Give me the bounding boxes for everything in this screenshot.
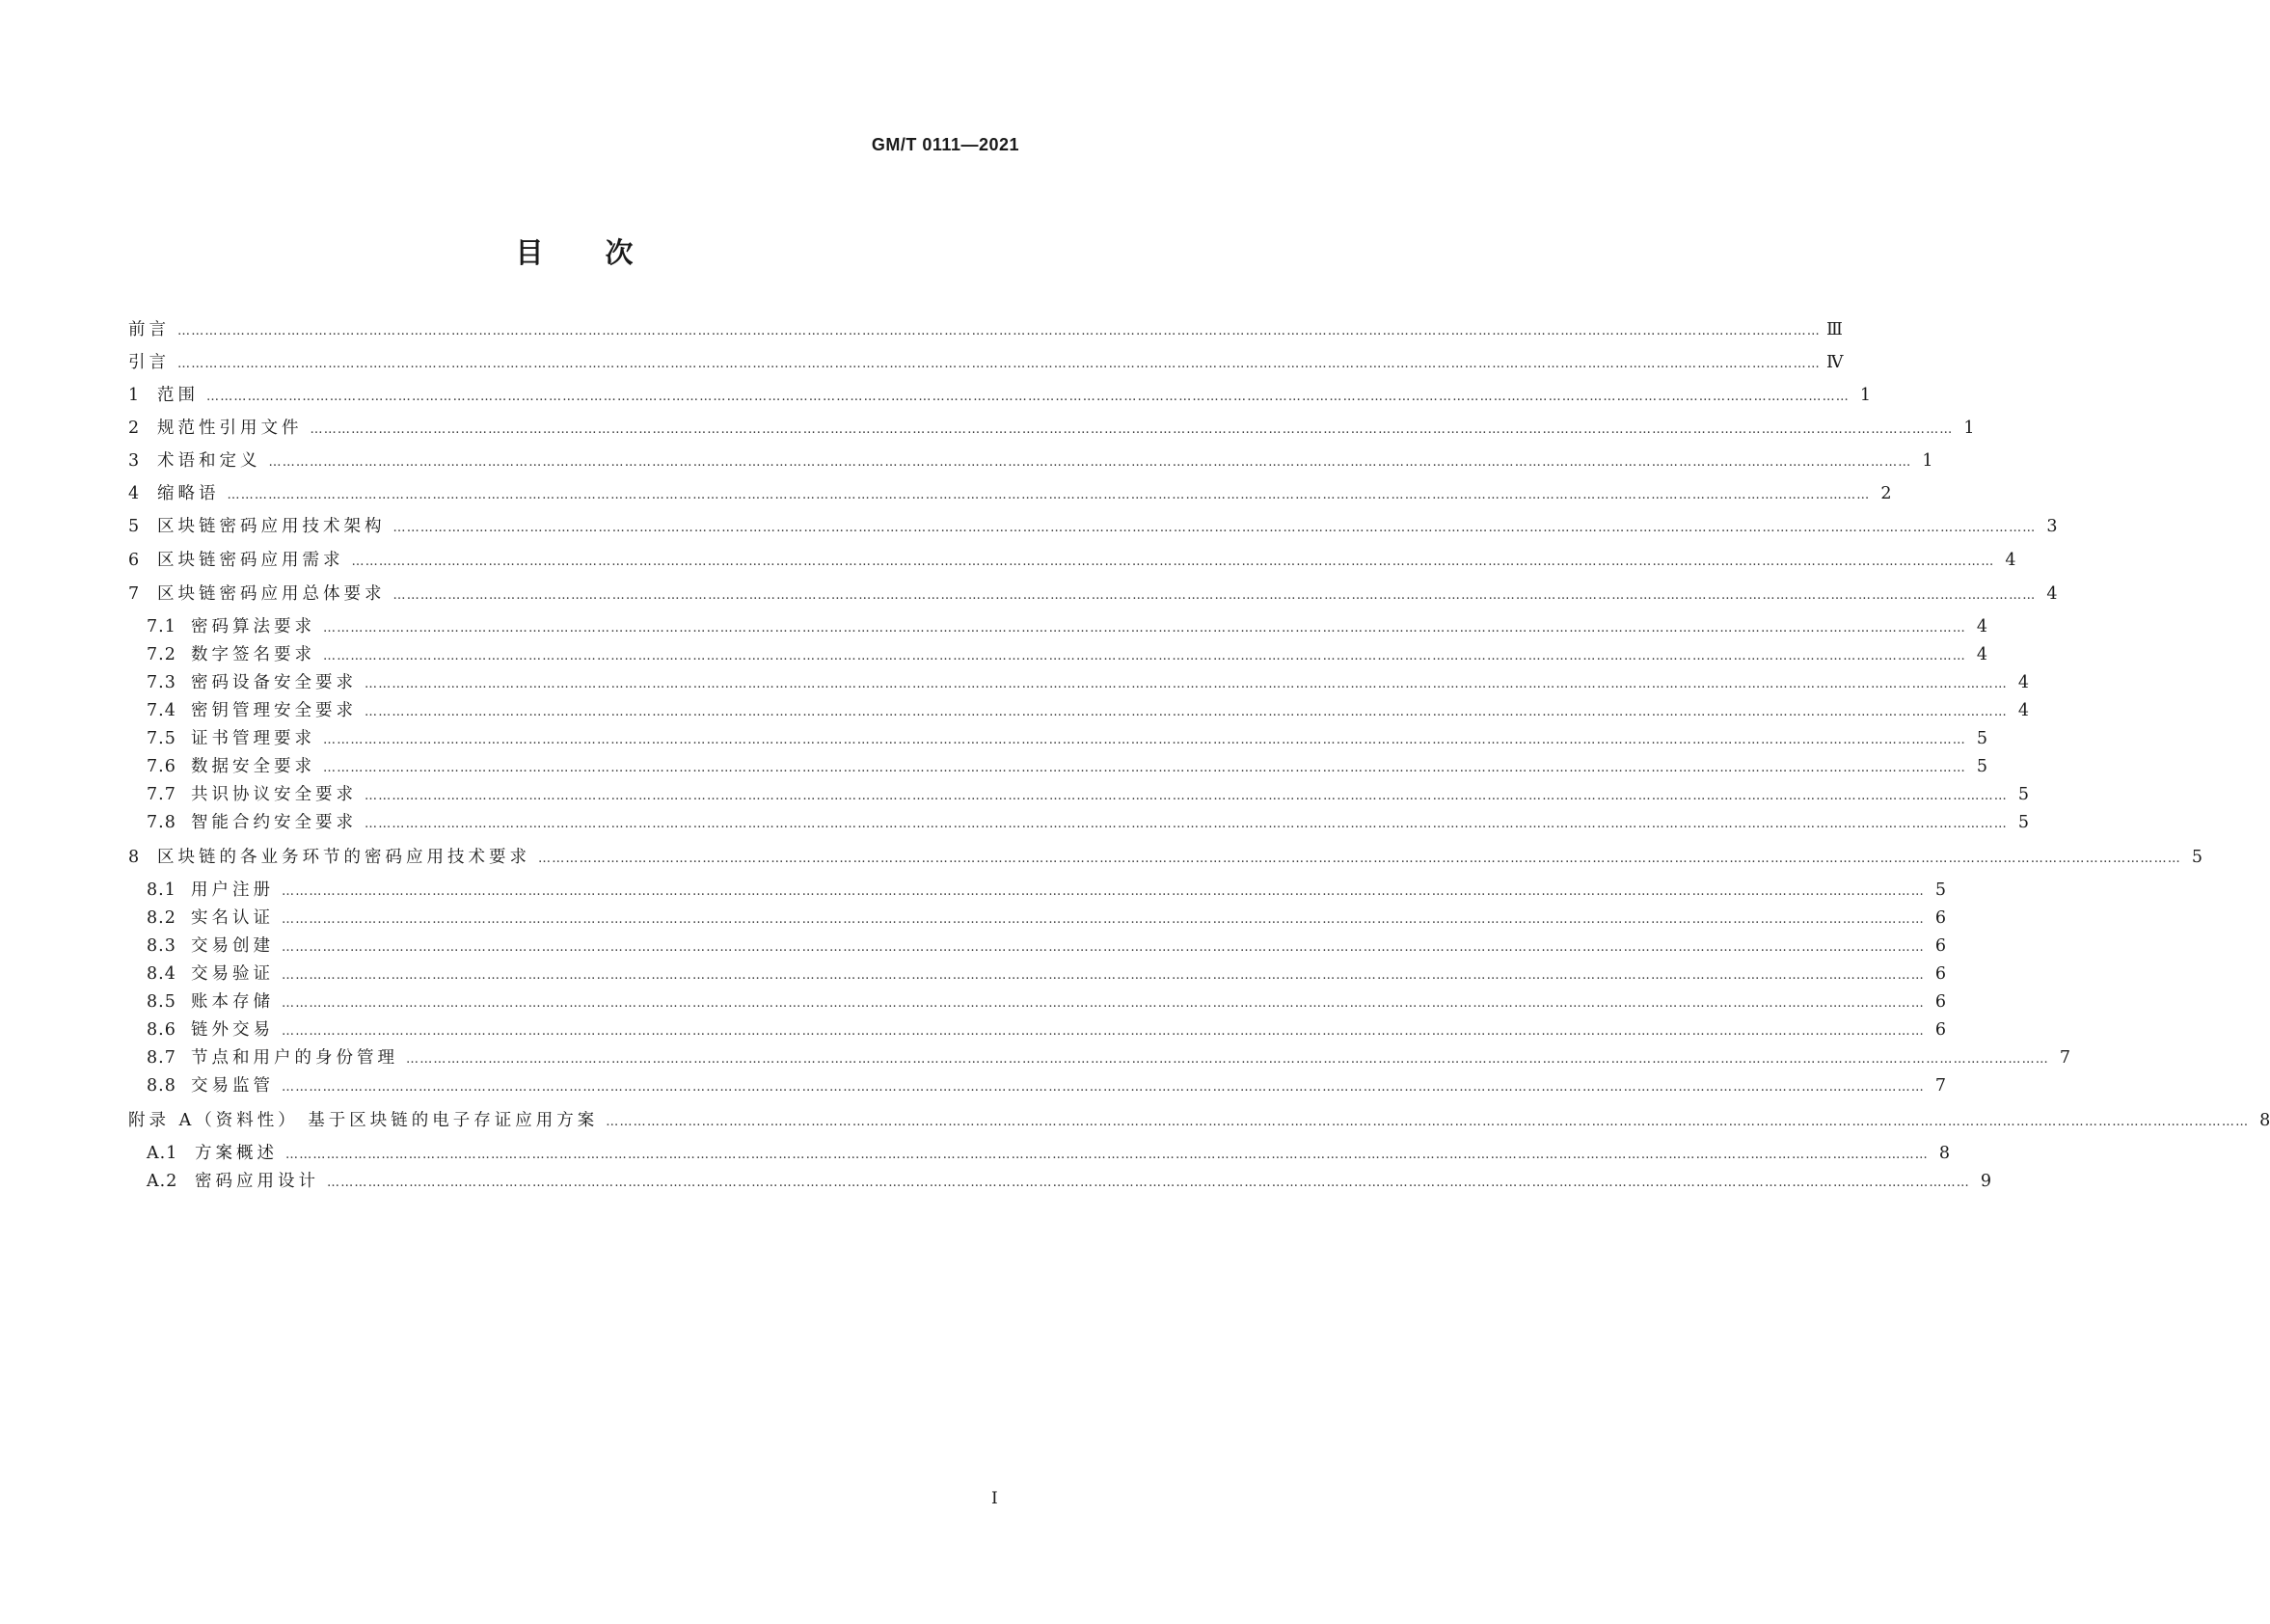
toc-entry-number: 8.2	[147, 908, 176, 928]
toc-entry-title: 缩略语	[157, 484, 220, 503]
toc-entry-page: 5	[2017, 813, 2029, 832]
toc-entry-title: 节点和用户的身份管理	[191, 1048, 398, 1068]
toc-entry-title: 密码算法要求	[191, 617, 315, 636]
toc-entry-number: 7.5	[147, 729, 176, 748]
toc-entry-leader-dots: ………………………………………………………………………………………………………………………………………………………………………………………………………………………………………………………………………………………………………………………………	[406, 1052, 2049, 1067]
toc-entry-leader-dots: ………………………………………………………………………………………………………………………………………………………………………………………………………………………………………………………………………………………………………………………………	[282, 884, 1925, 899]
toc-entry-number: 8.8	[147, 1076, 176, 1096]
toc-entry-leader-dots: ………………………………………………………………………………………………………………………………………………………………………………………………………………………………………………………………………………………………………………………………	[206, 390, 1850, 404]
toc-entry-leader-dots: ………………………………………………………………………………………………………………………………………………………………………………………………………………………………………………………………………………………………………………………………	[310, 422, 1954, 437]
toc-entry-page: 5	[1934, 880, 1946, 900]
page-title-char-2: 次	[605, 236, 634, 269]
toc-entry-title: 交易监管	[191, 1076, 274, 1096]
toc-entry-leader-dots: ………………………………………………………………………………………………………………………………………………………………………………………………………………………………………………………………………………………………………………………………	[365, 789, 2008, 803]
toc-entry-leader-dots: ………………………………………………………………………………………………………………………………………………………………………………………………………………………………………………………………………………………………………………………………	[365, 817, 2008, 831]
toc-entry-page: 1	[1922, 451, 1933, 471]
toc-entry-page: 7	[1934, 1076, 1946, 1096]
toc-entry-page: 4	[2017, 701, 2029, 720]
toc-entry[interactable]	[147, 990, 1946, 1015]
toc-entry-leader-dots: ………………………………………………………………………………………………………………………………………………………………………………………………………………………………………………………………………………………………………………………………	[285, 1148, 1929, 1162]
toc-entry[interactable]	[147, 962, 1946, 988]
toc-entry-number: 6	[128, 551, 141, 570]
toc-entry[interactable]	[147, 1142, 1950, 1167]
toc-entry[interactable]	[147, 615, 1987, 640]
toc-entry-leader-dots: ………………………………………………………………………………………………………………………………………………………………………………………………………………………………………………………………………………………………………………………………	[392, 521, 2037, 535]
toc-entry-leader-dots: ………………………………………………………………………………………………………………………………………………………………………………………………………………………………………………………………………………………………………………………………	[606, 1115, 2250, 1129]
toc-entry-number: 8.7	[147, 1048, 176, 1068]
toc-entry-number: A.1	[147, 1144, 178, 1163]
toc-entry[interactable]	[147, 934, 1946, 960]
toc-entry[interactable]	[147, 1046, 2070, 1071]
page-title	[0, 231, 1149, 271]
toc-entry-leader-dots: ………………………………………………………………………………………………………………………………………………………………………………………………………………………………………………………………………………………………………………………………	[323, 649, 1966, 663]
toc-entry-page: Ⅲ	[1826, 320, 1843, 339]
toc-entry-page: 4	[2046, 584, 2058, 604]
toc-entry-title: 证书管理要求	[191, 729, 315, 748]
toc-entry[interactable]	[128, 318, 1843, 343]
toc-entry-leader-dots: ………………………………………………………………………………………………………………………………………………………………………………………………………………………………………………………………………………………………………………………………	[323, 621, 1966, 636]
toc-entry[interactable]	[147, 907, 1946, 932]
toc-entry-number: 7.3	[147, 673, 176, 692]
toc-entry-number: 7	[128, 584, 141, 604]
toc-entry-page: 6	[1934, 992, 1946, 1012]
toc-entry-leader-dots: ………………………………………………………………………………………………………………………………………………………………………………………………………………………………………………………………………………………………………………………………	[177, 357, 1821, 371]
toc-entry-title: 账本存储	[191, 992, 274, 1012]
toc-entry-title: 区块链密码应用需求	[157, 551, 344, 570]
toc-entry-number: 7.6	[147, 757, 176, 776]
toc-entry[interactable]	[128, 549, 2016, 574]
toc-entry-page: 7	[2059, 1048, 2070, 1068]
toc-entry-number: 7.7	[147, 785, 176, 804]
toc-entry[interactable]	[147, 879, 1946, 904]
toc-entry[interactable]	[147, 643, 1987, 668]
toc-entry-number: 2	[128, 419, 141, 438]
toc-entry-number: 7.2	[147, 645, 176, 664]
toc-entry-title: 术语和定义	[157, 451, 261, 471]
toc-entry-leader-dots: ………………………………………………………………………………………………………………………………………………………………………………………………………………………………………………………………………………………………………………………………	[327, 1176, 1970, 1190]
toc-entry-page: 5	[1976, 729, 1987, 748]
toc-entry-leader-dots: ………………………………………………………………………………………………………………………………………………………………………………………………………………………………………………………………………………………………………………………………	[392, 588, 2037, 603]
toc-entry-title: 交易创建	[191, 936, 274, 956]
toc-entry-number: 7.4	[147, 701, 176, 720]
toc-entry-page: 6	[1934, 936, 1946, 956]
toc-entry-leader-dots: ………………………………………………………………………………………………………………………………………………………………………………………………………………………………………………………………………………………………………………………………	[365, 705, 2008, 719]
toc-entry-leader-dots: ………………………………………………………………………………………………………………………………………………………………………………………………………………………………………………………………………………………………………………………………	[282, 912, 1925, 927]
toc-entry-title: 实名认证	[191, 908, 274, 928]
page-number: I	[991, 1489, 998, 1508]
toc-entry-number: 8	[128, 848, 141, 867]
toc-entry-page: 6	[1934, 908, 1946, 928]
toc-entry-leader-dots: ………………………………………………………………………………………………………………………………………………………………………………………………………………………………………………………………………………………………………………………………	[282, 940, 1925, 955]
toc-entry[interactable]	[147, 671, 2029, 696]
toc-entry-page: 5	[2017, 785, 2029, 804]
toc-entry-number: 8.5	[147, 992, 176, 1012]
toc-entry[interactable]	[128, 1109, 2270, 1134]
toc-entry[interactable]	[128, 582, 2058, 608]
toc-entry[interactable]	[147, 1170, 1991, 1195]
toc-entry-page: 5	[1976, 757, 1987, 776]
toc-entry-title: 交易验证	[191, 964, 274, 984]
toc-entry-leader-dots: ………………………………………………………………………………………………………………………………………………………………………………………………………………………………………………………………………………………………………………………………	[538, 852, 2181, 866]
toc-entry-leader-dots: ………………………………………………………………………………………………………………………………………………………………………………………………………………………………………………………………………………………………………………………………	[365, 677, 2008, 691]
standard-code: GM/T 0111—2021	[871, 135, 1019, 154]
toc-entry-title: 数据安全要求	[191, 757, 315, 776]
toc-entry-leader-dots: ………………………………………………………………………………………………………………………………………………………………………………………………………………………………………………………………………………………………………………………………	[282, 968, 1925, 983]
toc-entry-title: 数字签名要求	[191, 645, 315, 664]
toc-entry[interactable]	[128, 384, 1871, 409]
toc-entry-title: 前言	[128, 320, 170, 339]
toc-entry-page: 4	[1976, 645, 1987, 664]
toc-entry[interactable]	[128, 846, 2202, 871]
toc-entry-title: 共识协议安全要求	[191, 785, 357, 804]
toc-entry-title: 区块链密码应用总体要求	[157, 584, 386, 604]
toc-entry-page: Ⅳ	[1826, 353, 1844, 372]
toc-entry-number: 7.8	[147, 813, 176, 832]
toc-entry-title: 密码应用设计	[195, 1172, 319, 1191]
toc-entry-number: 7.1	[147, 617, 176, 636]
toc-entry-leader-dots: ………………………………………………………………………………………………………………………………………………………………………………………………………………………………………………………………………………………………………………………………	[227, 488, 1871, 502]
toc-entry-page: 4	[1976, 617, 1987, 636]
toc-entry-leader-dots: ………………………………………………………………………………………………………………………………………………………………………………………………………………………………………………………………………………………………………………………………	[177, 324, 1821, 338]
toc-entry-number: 3	[128, 451, 141, 471]
toc-entry-page: 6	[1934, 1020, 1946, 1040]
toc-entry-page: 9	[1980, 1172, 1991, 1191]
toc-entry[interactable]	[147, 1074, 1946, 1099]
toc-entry-page: 6	[1934, 964, 1946, 984]
toc-entry-title: 附录 A（资料性） 基于区块链的电子存证应用方案	[128, 1111, 599, 1130]
toc-entry-leader-dots: ………………………………………………………………………………………………………………………………………………………………………………………………………………………………………………………………………………………………………………………………	[323, 733, 1966, 747]
toc-entry[interactable]	[128, 482, 1892, 507]
toc-entry-page: 1	[1859, 386, 1871, 405]
toc-entry-title: 引言	[128, 353, 170, 372]
toc-entry[interactable]	[147, 699, 2029, 724]
toc-entry-number: 4	[128, 484, 141, 503]
page-title-char-1: 目	[515, 236, 544, 269]
toc-entry[interactable]	[128, 515, 2058, 540]
toc-entry-title: 密钥管理安全要求	[191, 701, 357, 720]
toc-entry-title: 区块链的各业务环节的密码应用技术要求	[157, 848, 530, 867]
toc-entry[interactable]	[147, 727, 1987, 752]
toc-entry-number: 8.4	[147, 964, 176, 984]
toc-entry-leader-dots: ………………………………………………………………………………………………………………………………………………………………………………………………………………………………………………………………………………………………………………………………	[282, 996, 1925, 1011]
toc-entry-title: 链外交易	[191, 1020, 274, 1040]
toc-entry-leader-dots: ………………………………………………………………………………………………………………………………………………………………………………………………………………………………………………………………………………………………………………………………	[282, 1024, 1925, 1039]
toc-entry-page: 4	[2005, 551, 2016, 570]
toc-entry-leader-dots: ………………………………………………………………………………………………………………………………………………………………………………………………………………………………………………………………………………………………………………………………	[268, 455, 1912, 470]
toc-entry-page: 2	[1880, 484, 1892, 503]
toc-entry-page: 1	[1963, 419, 1975, 438]
toc-entry-number: 8.1	[147, 880, 176, 900]
toc-entry-title: 用户注册	[191, 880, 274, 900]
toc-entry[interactable]	[147, 1018, 1946, 1043]
toc-entry-leader-dots: ………………………………………………………………………………………………………………………………………………………………………………………………………………………………………………………………………………………………………………………………	[351, 555, 1995, 569]
toc-entry-number: 1	[128, 386, 141, 405]
toc-entry-title: 区块链密码应用技术架构	[157, 517, 386, 536]
toc-entry-title: 密码设备安全要求	[191, 673, 357, 692]
toc-entry-number: A.2	[147, 1172, 178, 1191]
toc-entry-page: 4	[2017, 673, 2029, 692]
toc-entry-page: 5	[2191, 848, 2202, 867]
toc-entry-page: 8	[2259, 1111, 2270, 1130]
toc-entry-number: 8.6	[147, 1020, 176, 1040]
toc-entry-page: 3	[2046, 517, 2058, 536]
toc-entry-number: 8.3	[147, 936, 176, 956]
toc-entry-page: 8	[1938, 1144, 1950, 1163]
toc-entry-leader-dots: ………………………………………………………………………………………………………………………………………………………………………………………………………………………………………………………………………………………………………………………………	[323, 761, 1966, 775]
toc-entry[interactable]	[147, 755, 1987, 780]
toc-entry[interactable]	[128, 351, 1844, 376]
toc-entry-title: 规范性引用文件	[157, 419, 303, 438]
toc-entry[interactable]	[128, 417, 1975, 442]
toc-entry[interactable]	[147, 783, 2029, 808]
toc-entry-number: 5	[128, 517, 141, 536]
toc-entry-title: 方案概述	[195, 1144, 278, 1163]
toc-entry[interactable]	[128, 449, 1933, 474]
toc-entry-title: 范围	[157, 386, 199, 405]
toc-entry-title: 智能合约安全要求	[191, 813, 357, 832]
toc-entry[interactable]	[147, 811, 2029, 836]
toc-entry-leader-dots: ………………………………………………………………………………………………………………………………………………………………………………………………………………………………………………………………………………………………………………………………	[282, 1080, 1925, 1095]
